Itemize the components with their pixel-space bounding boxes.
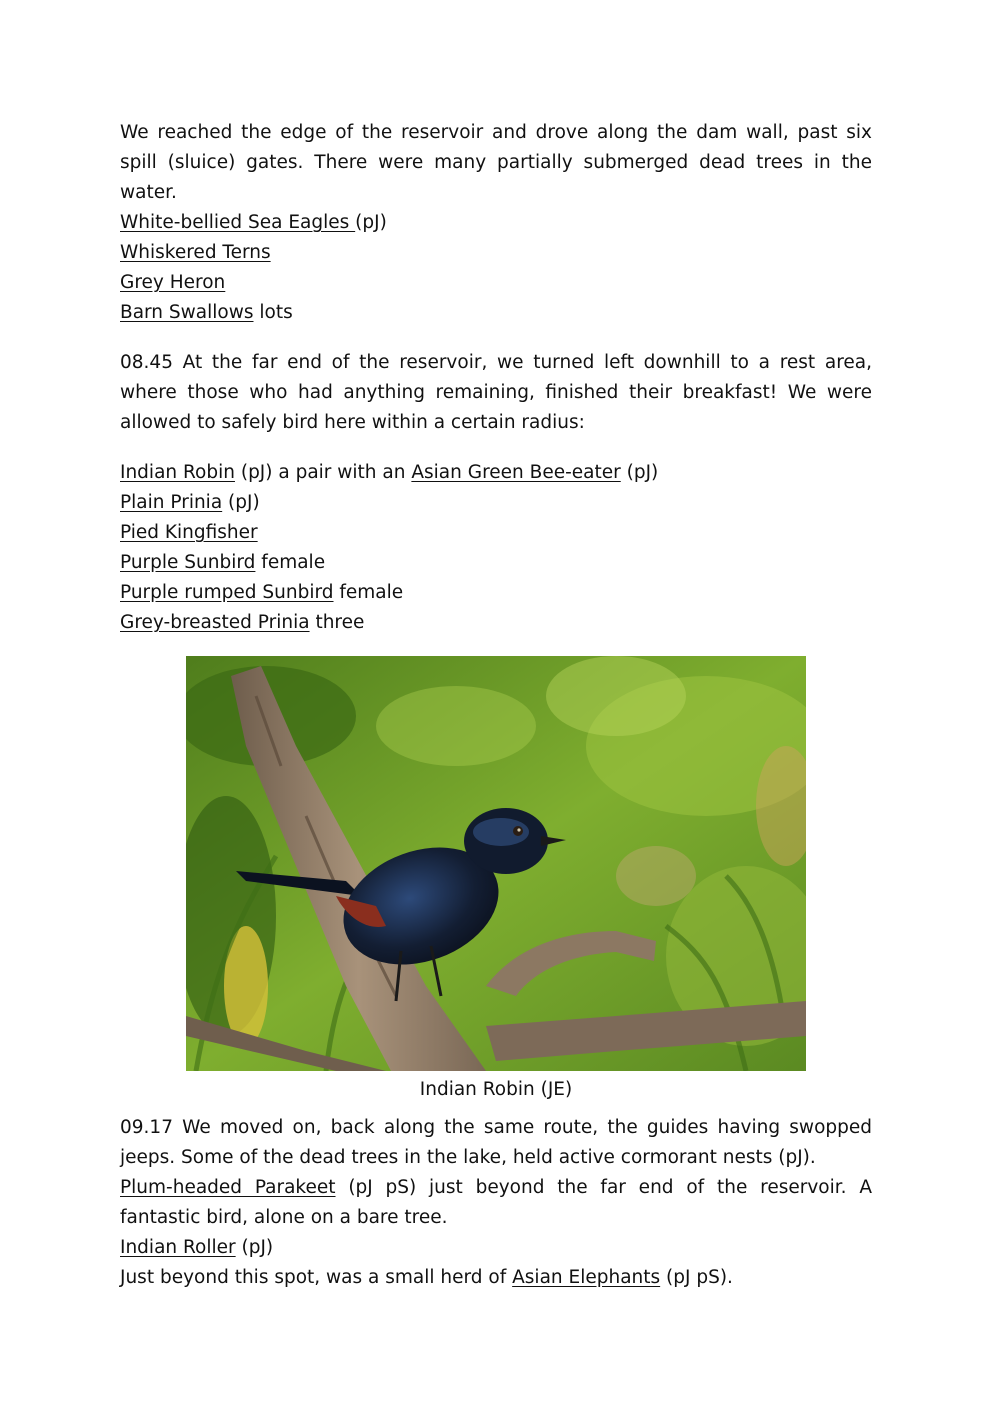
document-page bbox=[120, 118, 872, 1293]
paragraph-dam-wall: We reached the edge of the reservoir and drove along the dam wall, past six spill (sluice) gates. There were many partially submerged dead trees in the water. bbox=[120, 122, 872, 203]
bird-note: (pJ) bbox=[620, 462, 659, 483]
bird-note: female bbox=[255, 552, 326, 573]
list-item bbox=[120, 208, 872, 238]
bird-link[interactable]: Indian Roller bbox=[120, 1237, 236, 1258]
list-item bbox=[120, 1233, 872, 1263]
bird-note: (pJ) bbox=[355, 212, 387, 233]
list-item bbox=[120, 518, 872, 548]
list-item bbox=[120, 458, 872, 488]
paragraph-elephants bbox=[120, 1263, 872, 1293]
photo-caption: Indian Robin (JE) bbox=[419, 1079, 573, 1100]
bird-link[interactable]: Purple rumped Sunbird bbox=[120, 582, 334, 603]
bird-photo-illustration bbox=[186, 656, 806, 1071]
bird-link[interactable]: Asian Elephants bbox=[512, 1267, 661, 1288]
bird-link[interactable]: Purple Sunbird bbox=[120, 552, 256, 573]
bird-note: lots bbox=[253, 302, 293, 323]
bird-link[interactable]: Whiskered Terns bbox=[120, 242, 271, 263]
list-item bbox=[120, 608, 872, 638]
list-item bbox=[120, 268, 872, 298]
bird-link[interactable]: Plain Prinia bbox=[120, 492, 223, 513]
bird-link[interactable]: Indian Robin bbox=[120, 462, 235, 483]
paragraph-rest-area: 08.45 At the far end of the reservoir, we turned left downhill to a rest area, where those who had anything remaining, finished their breakfast! We were allowed to safely bird here within a certain radius: bbox=[120, 352, 872, 433]
list-item bbox=[120, 578, 872, 608]
paragraph-text: (pJ pS) just beyond the far end of the reservoir. A fantastic bird, alone on a bare tree. bbox=[120, 1177, 872, 1228]
indian-robin-photo bbox=[186, 656, 806, 1071]
bird-link[interactable]: Plum-headed Parakeet bbox=[120, 1177, 336, 1198]
bird-note: female bbox=[333, 582, 404, 603]
bird-note: (pJ) bbox=[235, 1237, 274, 1258]
bird-link[interactable]: Asian Green Bee-eater bbox=[411, 462, 621, 483]
bird-link[interactable]: White-bellied Sea Eagles bbox=[120, 212, 356, 233]
bird-note: (pJ) bbox=[222, 492, 260, 513]
bird-link[interactable]: Grey Heron bbox=[120, 272, 226, 293]
paragraph-text: (pJ pS). bbox=[660, 1267, 733, 1288]
bird-note: (pJ) a pair with an bbox=[234, 462, 412, 483]
bird-link[interactable]: Pied Kingfisher bbox=[120, 522, 258, 543]
bird-link[interactable]: Barn Swallows bbox=[120, 302, 254, 323]
list-item bbox=[120, 298, 872, 328]
bird-note: three bbox=[309, 612, 365, 633]
list-item bbox=[120, 548, 872, 578]
list-item bbox=[120, 488, 872, 518]
paragraph-parakeet bbox=[120, 1173, 872, 1233]
paragraph-moved-on: 09.17 We moved on, back along the same route, the guides having swopped jeeps. Some of the dead trees in the lake, held active cormorant nests (pJ). bbox=[120, 1117, 872, 1168]
list-item bbox=[120, 238, 872, 268]
paragraph-text: Just beyond this spot, was a small herd of bbox=[120, 1267, 513, 1288]
bird-link[interactable]: Grey-breasted Prinia bbox=[120, 612, 310, 633]
